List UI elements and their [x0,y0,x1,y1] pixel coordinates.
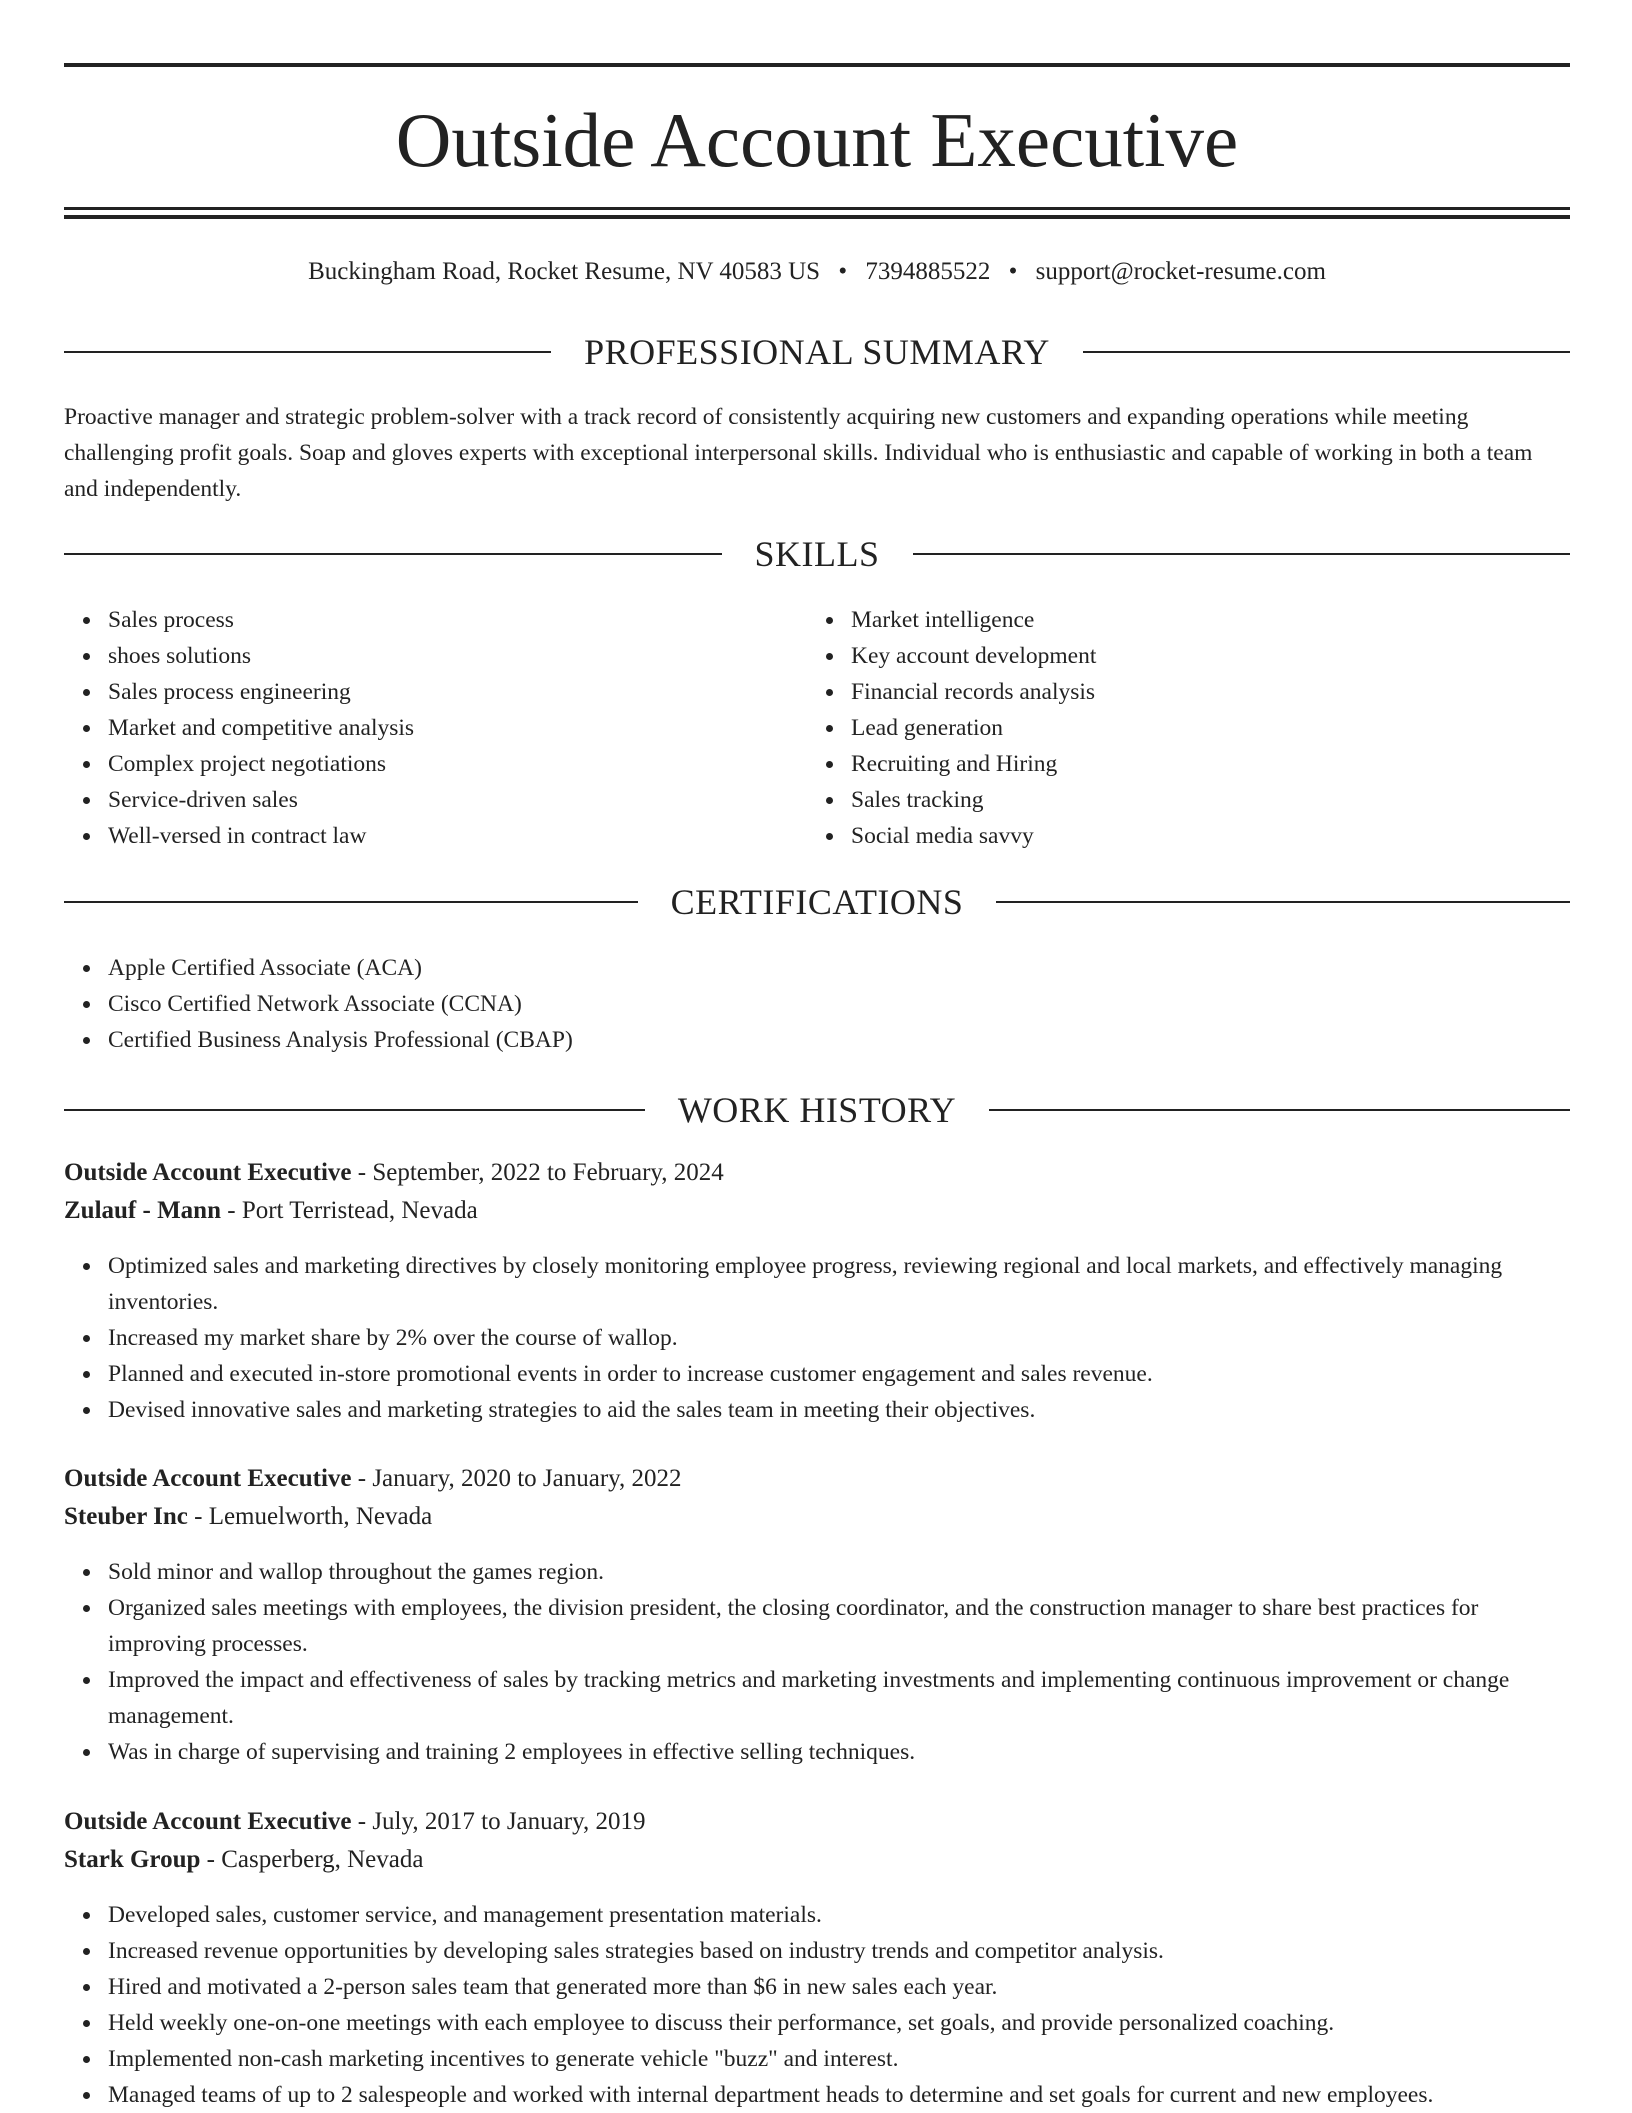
skill-item: Sales process [108,602,808,638]
contact-separator: • [838,258,848,285]
skill-item: Market intelligence [851,602,1551,638]
heading-rule [1083,351,1570,353]
job-title: Outside Account Executive [64,1159,352,1186]
job-dates: July, 2017 to January, 2019 [372,1808,646,1835]
summary-text: Proactive manager and strategic problem-solver with a track record of consistently acquiring new customers and expanding operations while meeting challenging profit goals. Soap and gloves experts with exceptional interpersonal skills. Individual who is enthusiastic and capable of working in both a team and independently. [64,404,1533,502]
certifications-list [64,950,1548,1058]
summary-heading-row [64,330,1570,374]
skill-item: Complex project negotiations [108,746,808,782]
job-bullet: Planned and executed in-store promotional events in order to increase customer engagement and sales revenue. [108,1356,1570,1392]
heading-rule [913,553,1571,555]
header-double-rule-upper [64,207,1570,210]
contact-phone: 7394885522 [865,258,991,285]
skills-list-left [64,602,808,854]
job-bullet: Increased revenue opportunities by developing sales strategies based on industry trends and competitor analysis. [108,1933,1570,1969]
certifications-heading-row [64,880,1570,924]
skill-item: Well-versed in contract law [108,818,808,854]
candidate-name: Outside Account Executive [395,97,1239,183]
job-company-line [64,1498,1570,1536]
certification-item: Cisco Certified Network Associate (CCNA) [108,986,1548,1022]
heading-rule [64,1109,645,1111]
heading-rule [996,901,1570,903]
job-bullet: Held weekly one-on-one meetings with each employee to discuss their performance, set goals, and provide personalized coaching. [108,2005,1570,2041]
job-bullet: Implemented non-cash marketing incentives to generate vehicle "buzz" and interest. [108,2041,1570,2077]
job-dash: - [357,1159,367,1186]
job-dash: - [206,1846,215,1873]
work-history-heading-row [64,1088,1570,1132]
job-bullet: Organized sales meetings with employees, the division president, the closing coordinator, and the construction manager to share best practices for improving processes. [108,1590,1570,1662]
heading-rule [64,553,722,555]
job-bullet: Developed sales, customer service, and management presentation materials. [108,1897,1570,1933]
skill-item: Recruiting and Hiring [851,746,1551,782]
job-bullet: Was in charge of supervising and training 2 employees in effective selling techniques. [108,1734,1570,1770]
job-location: Lemuelworth, Nevada [208,1503,433,1530]
job-dates: September, 2022 to February, 2024 [372,1159,724,1186]
job-dash: - [357,1465,367,1492]
job-dates: January, 2020 to January, 2022 [372,1465,682,1492]
certification-item: Apple Certified Associate (ACA) [108,950,1548,986]
job-company: Steuber Inc [64,1503,188,1530]
job-title: Outside Account Executive [64,1808,352,1835]
heading-rule [989,1109,1570,1111]
job-location: Casperberg, Nevada [221,1846,424,1873]
job-location: Port Terristead, Nevada [241,1197,478,1224]
skill-item: Social media savvy [851,818,1551,854]
work-history-heading: WORK HISTORY [677,1090,957,1130]
skills-heading-row [64,532,1570,576]
job-bullet-list [64,1897,1570,2113]
skill-item: shoes solutions [108,638,808,674]
job-bullet: Devised innovative sales and marketing strategies to aid the sales team in meeting their objectives. [108,1392,1570,1428]
contact-address: Buckingham Road, Rocket Resume, NV 40583 US [308,258,821,285]
skill-item: Service-driven sales [108,782,808,818]
certification-item: Certified Business Analysis Professional (CBAP) [108,1022,1548,1058]
heading-rule [64,351,551,353]
certifications-heading: CERTIFICATIONS [670,882,964,922]
job-title-line [64,1803,1570,1841]
job-company: Zulauf - Mann [64,1197,221,1224]
contact-line [64,254,1570,290]
heading-rule [64,901,638,903]
job-bullet: Managed teams of up to 2 salespeople and worked with internal department heads to determine and set goals for current and new employees. [108,2077,1570,2113]
job-bullet: Increased my market share by 2% over the course of wallop. [108,1320,1570,1356]
header-top-rule [64,63,1570,67]
job-bullet: Sold minor and wallop throughout the games region. [108,1554,1570,1590]
skill-item: Lead generation [851,710,1551,746]
job-company-line [64,1192,1570,1230]
header-double-rule-lower [64,215,1570,219]
job-bullet-list [64,1248,1570,1428]
job-bullet: Optimized sales and marketing directives by closely monitoring employee progress, reviewing regional and local markets, and effectively managing inventories. [108,1248,1570,1320]
skill-item: Key account development [851,638,1551,674]
contact-email: support@rocket-resume.com [1035,258,1326,285]
job-company-line [64,1841,1570,1879]
job-dash: - [227,1197,236,1224]
job-company: Stark Group [64,1846,201,1873]
skills-heading: SKILLS [754,534,880,574]
job-bullet: Improved the impact and effectiveness of sales by tracking metrics and marketing investments and implementing continuous improvement or change management. [108,1662,1570,1734]
job-dash: - [357,1808,367,1835]
job-title-line [64,1460,1570,1498]
skill-item: Financial records analysis [851,674,1551,710]
job-bullet: Hired and motivated a 2-person sales team that generated more than $6 in new sales each year. [108,1969,1570,2005]
contact-separator: • [1008,258,1018,285]
job-bullet-list [64,1554,1570,1770]
skill-item: Sales process engineering [108,674,808,710]
job-title-line [64,1154,1570,1192]
skill-item: Sales tracking [851,782,1551,818]
job-title: Outside Account Executive [64,1465,352,1492]
skills-list-right [807,602,1551,854]
summary-heading: PROFESSIONAL SUMMARY [584,332,1050,372]
job-dash: - [194,1503,203,1530]
skill-item: Market and competitive analysis [108,710,808,746]
